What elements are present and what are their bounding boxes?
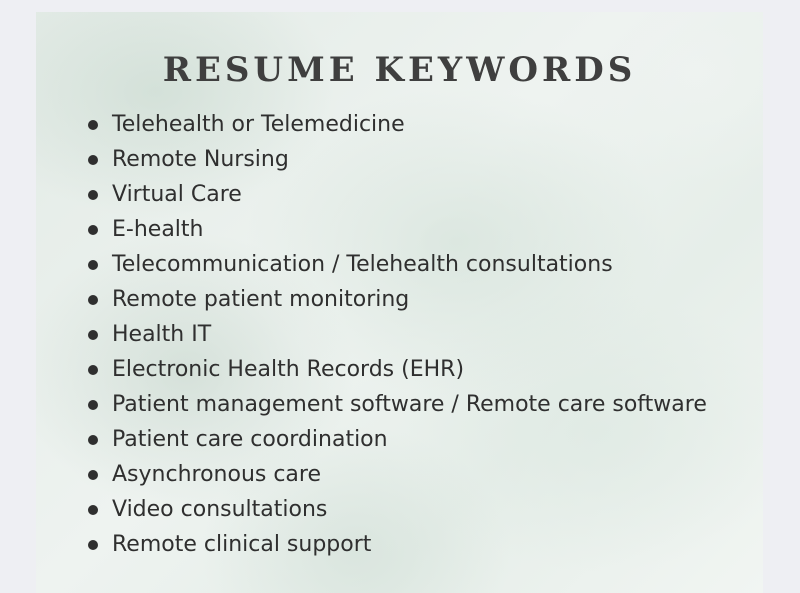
keyword-item [76, 142, 756, 177]
bullet-icon [88, 260, 98, 270]
keyword-item [76, 177, 756, 212]
bullet-icon [88, 155, 98, 165]
bullet-icon [88, 225, 98, 235]
keyword-text: Virtual Care [112, 182, 242, 207]
keyword-text: E-health [112, 217, 204, 242]
keyword-item [76, 212, 756, 247]
bullet-icon [88, 295, 98, 305]
keyword-text: Remote Nursing [112, 147, 289, 172]
keyword-item [76, 457, 756, 492]
keyword-list [76, 107, 756, 562]
keyword-text: Health IT [112, 322, 212, 347]
keyword-text: Telecommunication / Telehealth consultations [112, 252, 613, 277]
keywords-card [36, 12, 763, 593]
keyword-item [76, 107, 756, 142]
bullet-icon [88, 400, 98, 410]
keyword-text: Telehealth or Telemedicine [112, 112, 405, 137]
keyword-text: Remote clinical support [112, 532, 372, 557]
bullet-icon [88, 505, 98, 515]
bullet-icon [88, 365, 98, 375]
keyword-item [76, 527, 756, 562]
keyword-item [76, 352, 756, 387]
bullet-icon [88, 120, 98, 130]
keyword-item [76, 492, 756, 527]
keyword-text: Patient care coordination [112, 427, 388, 452]
keyword-item [76, 282, 756, 317]
keyword-text: Patient management software / Remote care software [112, 392, 707, 417]
bullet-icon [88, 190, 98, 200]
keyword-text: Video consultations [112, 497, 328, 522]
bullet-icon [88, 435, 98, 445]
keyword-text: Electronic Health Records (EHR) [112, 357, 465, 382]
keyword-item [76, 247, 756, 282]
bullet-icon [88, 540, 98, 550]
bullet-icon [88, 330, 98, 340]
keyword-text: Remote patient monitoring [112, 287, 410, 312]
page-title: RESUME KEYWORDS [162, 50, 637, 90]
keyword-item [76, 317, 756, 352]
bullet-icon [88, 470, 98, 480]
keyword-text: Asynchronous care [112, 462, 322, 487]
keyword-item [76, 422, 756, 457]
keyword-item [76, 387, 756, 422]
